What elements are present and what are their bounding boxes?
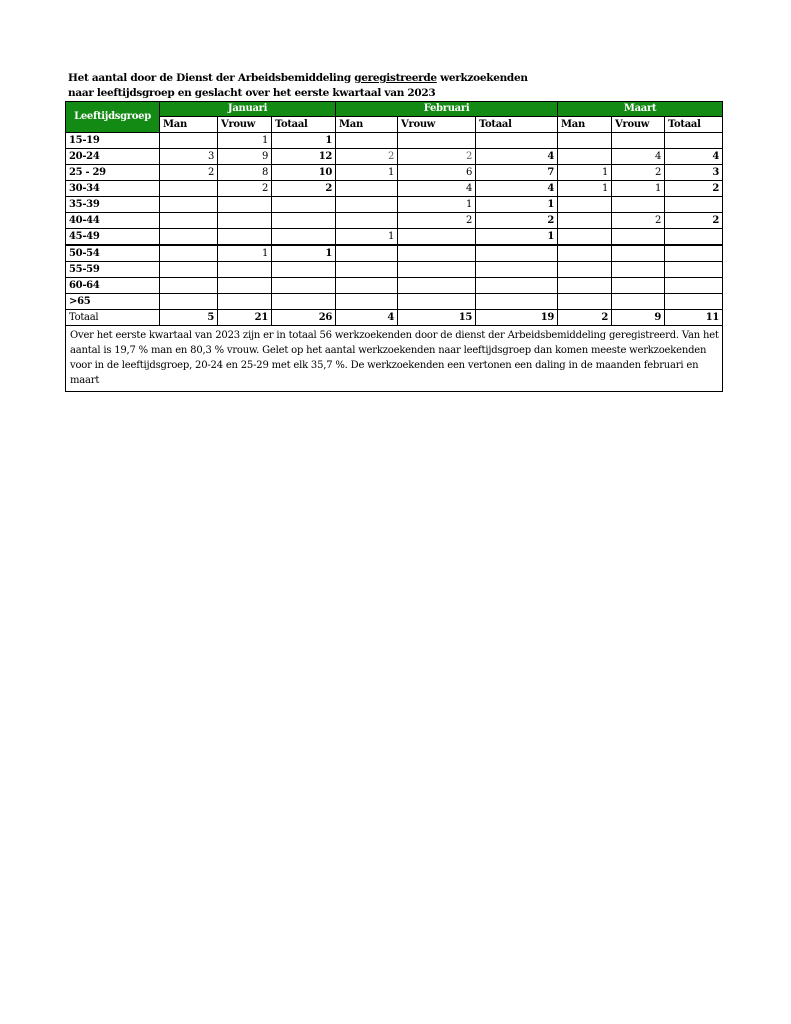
table-cell: 7 — [476, 165, 558, 181]
table-cell — [336, 213, 398, 229]
month-header: Maart — [558, 102, 723, 117]
table-cell — [160, 278, 218, 294]
table-row — [66, 165, 723, 181]
table-cell — [398, 262, 476, 278]
table-cell — [558, 294, 612, 310]
sub-header: Totaal — [272, 117, 336, 133]
table-cell — [476, 262, 558, 278]
table-cell — [272, 229, 336, 246]
page-title — [68, 71, 568, 101]
table-cell: 1 — [612, 181, 665, 197]
table-cell: 2 — [665, 213, 723, 229]
table-cell — [336, 181, 398, 197]
age-group-label: 45-49 — [66, 229, 160, 246]
total-cell: 5 — [160, 310, 218, 326]
table-cell — [476, 278, 558, 294]
table-cell: 2 — [336, 149, 398, 165]
total-row — [66, 310, 723, 326]
table-cell: 1 — [272, 133, 336, 149]
table-cell — [665, 229, 723, 246]
table-row — [66, 181, 723, 197]
table-cell — [160, 262, 218, 278]
sub-header: Man — [160, 117, 218, 133]
table-cell — [612, 294, 665, 310]
table-cell: 3 — [160, 149, 218, 165]
table-cell: 2 — [398, 149, 476, 165]
table-cell — [398, 245, 476, 262]
title-line-1 — [68, 71, 568, 86]
summary-note: Over het eerste kwartaal van 2023 zijn er in totaal 56 werkzoekenden door de dienst der Arbeidsbemiddeling geregistreerd. Van het aantal is 19,7 % man en 80,3 % vrouw. Gelet op het aantal werkzoekenden naar leeftijdsgroep dan komen meeste werkzoekenden voor in de leeftijdsgroep, 20-24 en 25-29 met elk 35,7 %. De werkzoekenden een vertonen een daling in de maanden februari en maart — [66, 326, 723, 392]
table-cell: 8 — [218, 165, 272, 181]
table-cell: 2 — [272, 181, 336, 197]
age-group-label: 50-54 — [66, 245, 160, 262]
table-cell — [558, 262, 612, 278]
table-cell — [612, 262, 665, 278]
table-cell — [665, 197, 723, 213]
table-cell: 2 — [665, 181, 723, 197]
table-cell: 4 — [612, 149, 665, 165]
table-cell — [336, 278, 398, 294]
table-cell: 4 — [398, 181, 476, 197]
age-group-label: 60-64 — [66, 278, 160, 294]
table-row — [66, 229, 723, 246]
table-cell — [558, 213, 612, 229]
total-cell: 15 — [398, 310, 476, 326]
age-group-label: 20-24 — [66, 149, 160, 165]
table-cell — [398, 294, 476, 310]
sub-header: Totaal — [476, 117, 558, 133]
table-cell: 9 — [218, 149, 272, 165]
table-row — [66, 133, 723, 149]
table-cell — [160, 213, 218, 229]
table-row — [66, 245, 723, 262]
table-cell: 1 — [272, 245, 336, 262]
table-cell — [398, 278, 476, 294]
table-cell: 2 — [218, 181, 272, 197]
table-cell — [558, 229, 612, 246]
table-cell — [272, 262, 336, 278]
sub-header: Vrouw — [398, 117, 476, 133]
table-cell — [336, 133, 398, 149]
total-cell: 4 — [336, 310, 398, 326]
jobseekers-table — [65, 101, 723, 392]
table-row — [66, 278, 723, 294]
month-header: Februari — [336, 102, 558, 117]
age-group-label: 25 - 29 — [66, 165, 160, 181]
table-cell — [476, 245, 558, 262]
table-cell — [218, 294, 272, 310]
row-header-label: Leeftijdsgroep — [66, 102, 160, 133]
sub-header: Totaal — [665, 117, 723, 133]
table-cell — [336, 197, 398, 213]
table-cell — [218, 262, 272, 278]
table-cell — [160, 245, 218, 262]
age-group-label: 40-44 — [66, 213, 160, 229]
title-line-2: naar leeftijdsgroep en geslacht over het eerste kwartaal van 2023 — [68, 87, 436, 99]
table-cell — [160, 229, 218, 246]
table-row — [66, 149, 723, 165]
table-cell — [612, 229, 665, 246]
table-row — [66, 294, 723, 310]
age-group-label: 15-19 — [66, 133, 160, 149]
sub-header: Vrouw — [612, 117, 665, 133]
table-cell — [160, 197, 218, 213]
table-row — [66, 213, 723, 229]
table-cell — [398, 133, 476, 149]
table-cell: 4 — [476, 181, 558, 197]
table-cell — [612, 278, 665, 294]
table-cell: 1 — [476, 197, 558, 213]
table-cell: 1 — [476, 229, 558, 246]
table-cell — [272, 294, 336, 310]
age-group-label: >65 — [66, 294, 160, 310]
table-cell: 1 — [336, 229, 398, 246]
table-cell: 3 — [665, 165, 723, 181]
total-cell: 9 — [612, 310, 665, 326]
table-cell — [476, 294, 558, 310]
table-cell: 6 — [398, 165, 476, 181]
total-label: Totaal — [66, 310, 160, 326]
table-cell — [336, 262, 398, 278]
total-cell: 26 — [272, 310, 336, 326]
table-cell — [272, 197, 336, 213]
table-cell: 1 — [218, 133, 272, 149]
sub-header: Man — [336, 117, 398, 133]
table-cell — [558, 197, 612, 213]
table-cell — [665, 294, 723, 310]
table-cell — [218, 213, 272, 229]
table-cell — [272, 213, 336, 229]
table-cell: 12 — [272, 149, 336, 165]
table-cell: 10 — [272, 165, 336, 181]
table-cell — [558, 245, 612, 262]
table-cell — [218, 197, 272, 213]
table-cell — [272, 278, 336, 294]
table-cell — [665, 133, 723, 149]
table-cell: 2 — [160, 165, 218, 181]
table-cell — [160, 181, 218, 197]
table-cell — [218, 229, 272, 246]
table-cell — [665, 262, 723, 278]
table-cell — [612, 197, 665, 213]
table-cell — [558, 133, 612, 149]
table-cell — [558, 278, 612, 294]
table-cell — [612, 133, 665, 149]
title-text-part1: Het aantal door de Dienst der Arbeidsbemiddeling — [68, 72, 355, 84]
table-cell — [336, 294, 398, 310]
table-cell — [336, 245, 398, 262]
table-cell: 1 — [218, 245, 272, 262]
table-cell — [476, 133, 558, 149]
total-cell: 11 — [665, 310, 723, 326]
table-cell — [160, 294, 218, 310]
sub-header: Vrouw — [218, 117, 272, 133]
age-group-label: 30-34 — [66, 181, 160, 197]
table-cell — [665, 245, 723, 262]
total-cell: 2 — [558, 310, 612, 326]
age-group-label: 35-39 — [66, 197, 160, 213]
total-cell: 19 — [476, 310, 558, 326]
month-header: Januari — [160, 102, 336, 117]
title-text-part2: werkzoekenden — [436, 72, 528, 84]
table-row — [66, 262, 723, 278]
table-cell: 2 — [476, 213, 558, 229]
age-group-label: 55-59 — [66, 262, 160, 278]
table-cell: 4 — [665, 149, 723, 165]
table-cell: 1 — [336, 165, 398, 181]
table-cell: 4 — [476, 149, 558, 165]
table-cell: 1 — [398, 197, 476, 213]
title-underlined-word: geregistreerde — [354, 72, 437, 84]
sub-header: Man — [558, 117, 612, 133]
table-row — [66, 197, 723, 213]
table-cell: 2 — [612, 165, 665, 181]
table-cell — [398, 229, 476, 246]
table-cell: 1 — [558, 181, 612, 197]
table-cell: 2 — [398, 213, 476, 229]
table-cell — [665, 278, 723, 294]
table-cell — [218, 278, 272, 294]
table-cell — [160, 133, 218, 149]
total-cell: 21 — [218, 310, 272, 326]
table-cell: 2 — [612, 213, 665, 229]
table-cell — [612, 245, 665, 262]
table-cell: 1 — [558, 165, 612, 181]
table-cell — [558, 149, 612, 165]
